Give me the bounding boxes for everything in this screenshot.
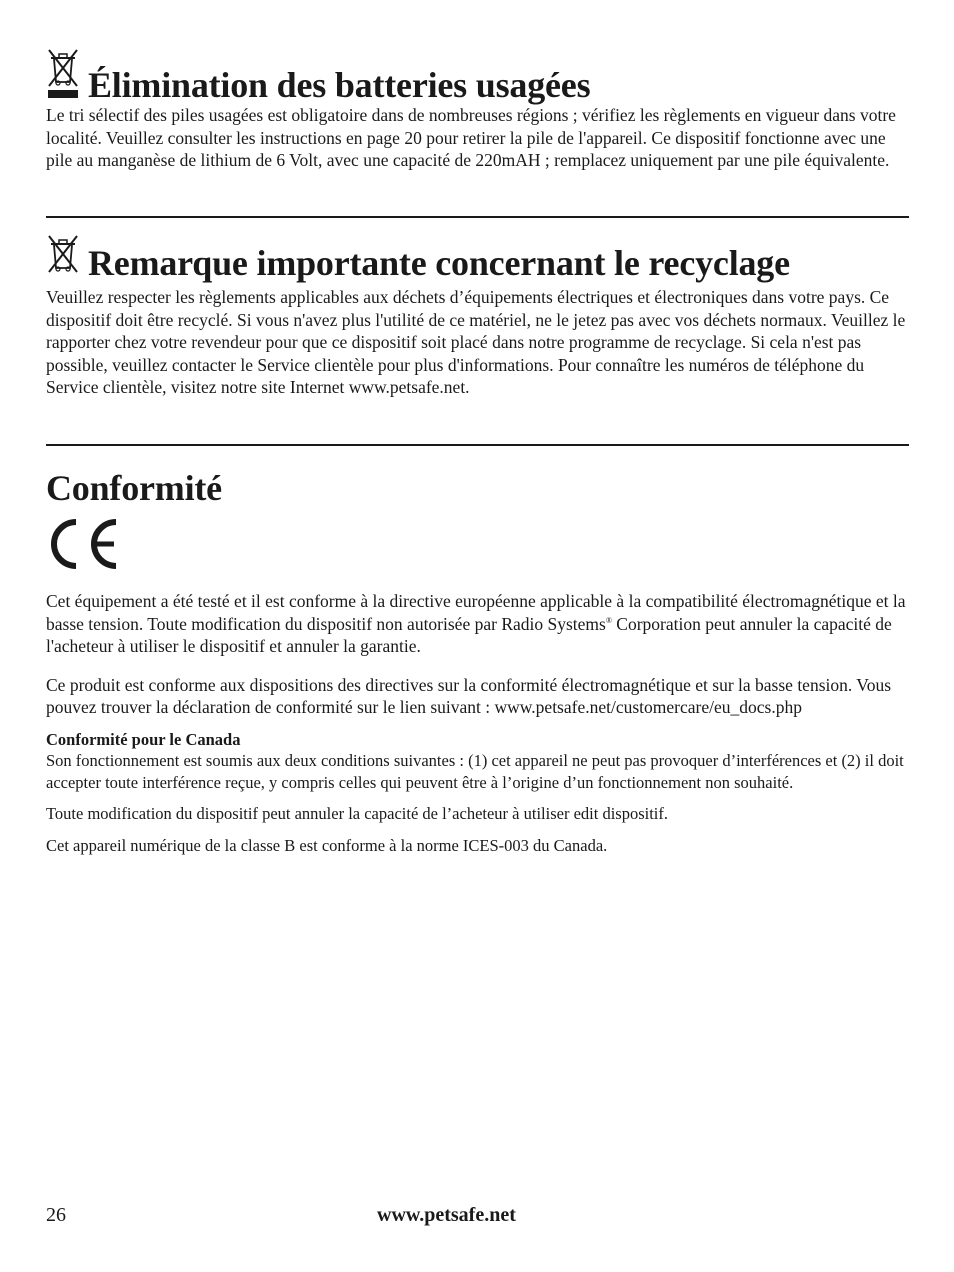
canada-paragraph-2: Toute modification du dispositif peut annuler la capacité de l’acheteur à utiliser edit dispositif. xyxy=(46,804,668,824)
page-footer xyxy=(46,1204,909,1234)
registered-mark: ® xyxy=(605,615,612,625)
canada-paragraph-1: Son fonctionnement est soumis aux deux conditions suivantes : (1) cet appareil ne peut pas provoquer d’interférences et (2) il doit accepter toute interférence reçue, y compris celles qui peuvent être à l’origine d’un fonctionnement non souhaité. xyxy=(46,751,904,792)
section-body: Veuillez respecter les règlements applicables aux déchets d’équipements électriques et électroniques dans votre pays. Ce dispositif doit être recyclé. Si vous n'avez plus l'utilité de ce matériel, ne le jetez pas avec vos déchets normaux. Veuillez le rapporter chez votre revendeur pour que ce dispositif soit placé dans notre programme de recyclage. Si cela n'est pas possible, veuillez contacter le Service clientèle pour plus d'informations. Pour connaître les numéros de téléphone du Service clientèle, visitez notre site Internet www.petsafe.net. xyxy=(46,287,906,398)
section-divider xyxy=(46,216,909,218)
ce-text-part-2: Corporation peut annuler la capacité de l'acheteur à utiliser le dispositif et annuler la garantie. xyxy=(46,613,892,657)
section-title: Conformité xyxy=(46,468,222,508)
conformity-section xyxy=(46,470,909,856)
ce-mark-logo xyxy=(46,516,909,574)
emc-declaration-paragraph: Ce produit est conforme aux dispositions des directives sur la conformité électromagnétique et sur la basse tension. Vous pouvez trouver la déclaration de conformité sur le lien suivant : www.petsafe.net/customercare/eu_docs.php xyxy=(46,674,891,718)
section-title: Élimination des batteries usagées xyxy=(88,65,591,105)
section-body: Le tri sélectif des piles usagées est obligatoire dans de nombreuses régions ; vérifiez les règlements en vigueur dans votre localité. Veuillez consulter les instructions en page 20 pour retirer la pile de l'appareil. Ce dispositif fonctionne avec une pile au manganèse de lithium de 6 Volt, avec une capacité de 220mAH ; remplacez uniquement par une pile équivalente. xyxy=(46,105,896,171)
page-number: 26 xyxy=(46,1204,66,1226)
canada-heading: Conformité pour le Canada xyxy=(46,729,241,749)
ce-text-part-1: Cet équipement a été testé et il est conforme à la directive européenne applicable à la compatibilité électromagnétique et la basse tension. Toute modification du dispositif non autorisée par Radio Systems xyxy=(46,591,906,634)
section-heading xyxy=(46,42,909,105)
section-heading xyxy=(46,234,909,281)
battery-disposal-section xyxy=(46,42,909,172)
section-title: Remarque importante concernant le recyclage xyxy=(88,243,790,283)
crossed-out-bin-icon xyxy=(46,234,80,281)
recycling-section xyxy=(46,234,909,399)
canada-paragraph-3: Cet appareil numérique de la classe B est conforme à la norme ICES-003 du Canada. xyxy=(46,835,608,855)
footer-website-link[interactable]: www.petsafe.net xyxy=(377,1204,516,1226)
section-divider xyxy=(46,444,909,446)
ce-conformity-paragraph xyxy=(46,590,909,658)
crossed-out-bin-icon xyxy=(46,42,80,105)
